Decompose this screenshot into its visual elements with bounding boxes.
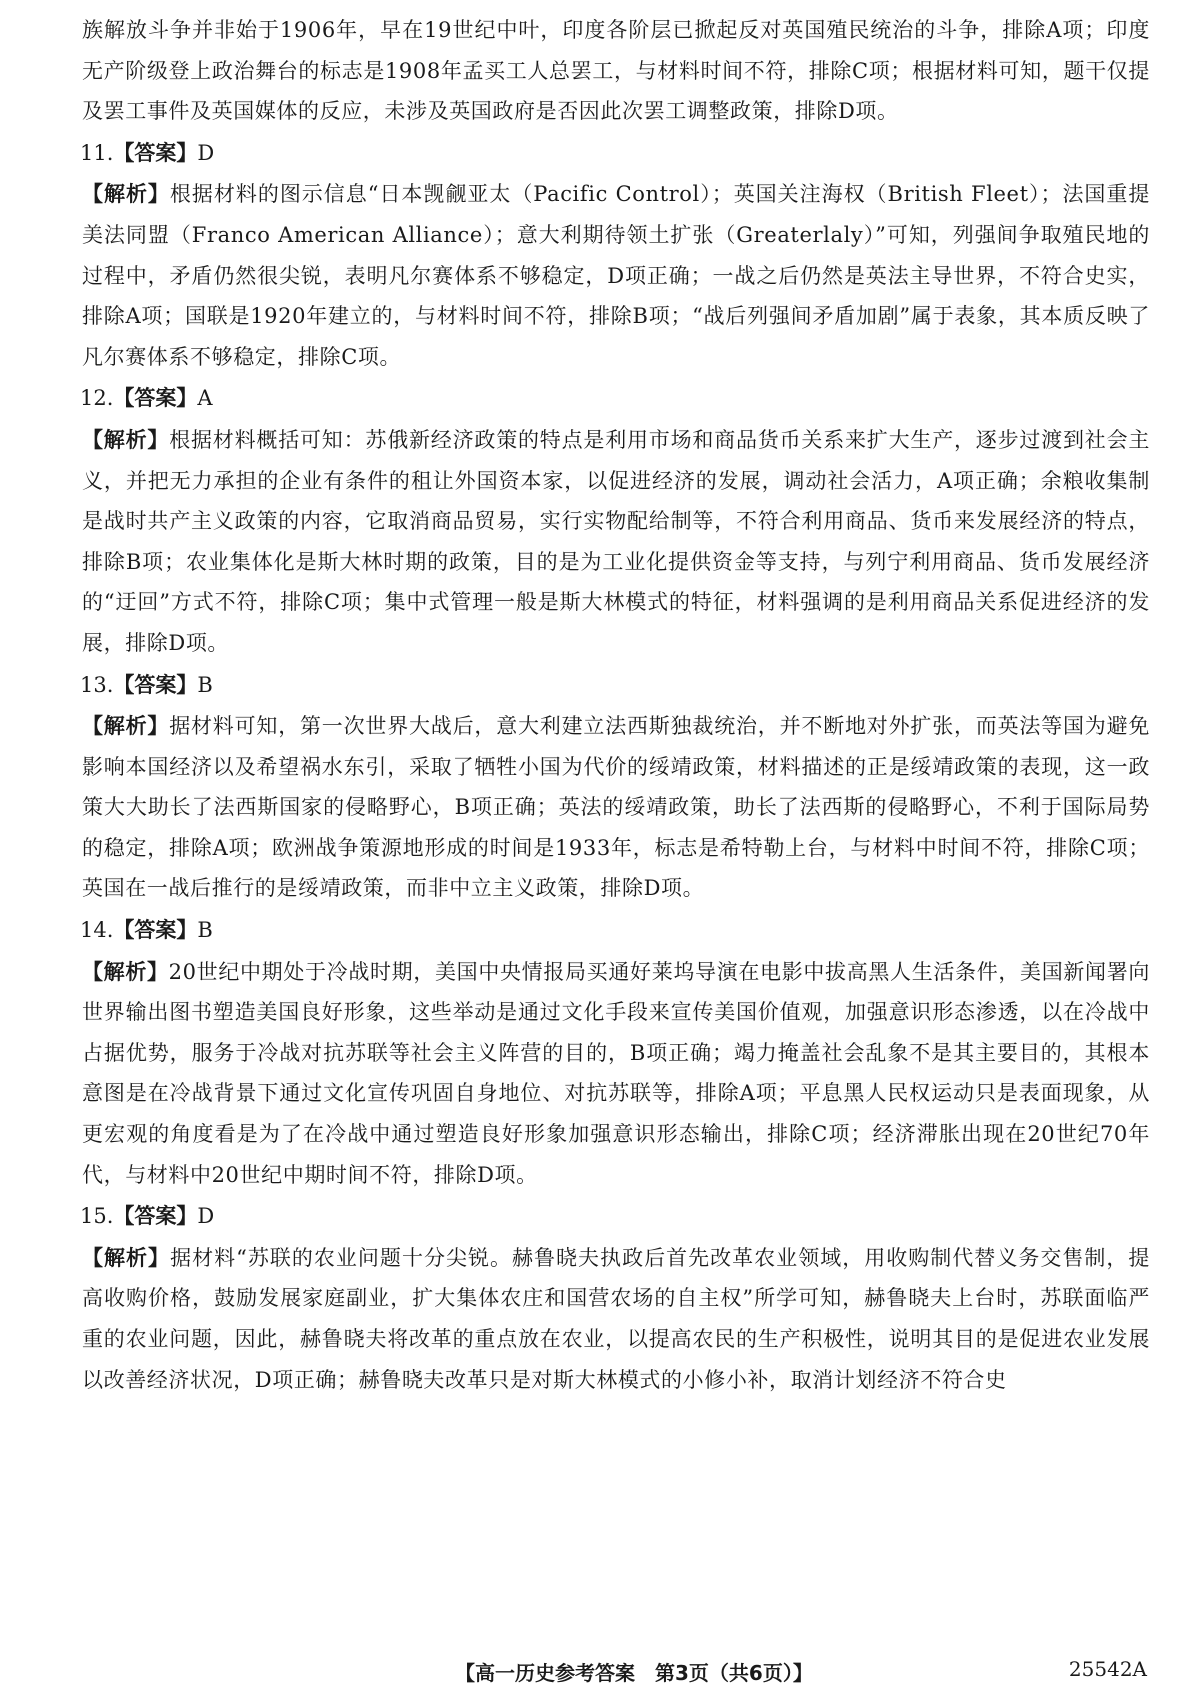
answer-line bbox=[80, 909, 1150, 952]
answer-line bbox=[80, 1195, 1150, 1238]
answer-tag: 【答案】 bbox=[113, 672, 198, 697]
answer-value: B bbox=[197, 672, 213, 697]
analysis-tag: 【解析】 bbox=[82, 182, 170, 207]
question-11 bbox=[80, 132, 1150, 378]
analysis-tag: 【解析】 bbox=[82, 959, 169, 984]
analysis-paragraph bbox=[80, 952, 1150, 1196]
question-number: 11. bbox=[80, 140, 114, 165]
answer-line bbox=[80, 664, 1150, 707]
footer-code: 25542A bbox=[1068, 1657, 1147, 1681]
analysis-text: 20世纪中期处于冷战时期，美国中央情报局买通好莱坞导演在电影中拔高黑人生活条件，美国新闻署向世界输出图书塑造美国良好形象，这些举动是通过文化手段来宣传美国价值观，加强意识形态渗透，以在冷战中占据优势，服务于冷战对抗苏联等社会主义阵营的目的，B项正确；竭力掩盖社会乱象不是其主要目的，其根本意图是在冷战背景下通过文化宣传巩固自身地位、对抗苏联等，排除A项；平息黑人民权运动只是表面现象，从更宏观的角度看是为了在冷战中通过塑造良好形象加强意识形态输出，排除C项；经济滞胀出现在20世纪70年代，与材料中20世纪中期时间不符，排除D项。 bbox=[82, 959, 1150, 1187]
answer-tag: 【答案】 bbox=[113, 918, 198, 943]
question-number: 14. bbox=[80, 918, 114, 943]
answer-value: D bbox=[197, 1204, 215, 1229]
question-number: 12. bbox=[80, 386, 114, 411]
answer-tag: 【答案】 bbox=[113, 386, 198, 411]
analysis-text: 据材料“苏联的农业问题十分尖锐。赫鲁晓夫执政后首先改革农业领域，用收购制代替义务交售制，提高收购价格，鼓励发展家庭副业，扩大集体农庄和国营农场的自主权”所学可知，赫鲁晓夫上台时，苏联面临严重的农业问题，因此，赫鲁晓夫将改革的重点放在农业，以提高农民的生产积极性，说明其目的是促进农业发展以改善经济状况，D项正确；赫鲁晓夫改革只是对斯大林模式的小修小补，取消计划经济不符合史 bbox=[82, 1245, 1150, 1392]
question-14 bbox=[80, 909, 1150, 1195]
page-footer bbox=[0, 1657, 1200, 1689]
question-number: 15. bbox=[80, 1204, 114, 1229]
answer-value: B bbox=[197, 918, 213, 943]
analysis-paragraph bbox=[80, 706, 1150, 909]
analysis-tag: 【解析】 bbox=[82, 1245, 171, 1270]
footer-title: 【高一历史参考答案 第3页（共6页）】 bbox=[455, 1661, 813, 1685]
answer-value: A bbox=[197, 386, 213, 411]
intro-paragraph: 族解放斗争并非始于1906年，早在19世纪中叶，印度各阶层已掀起反对英国殖民统治的斗争，排除A项；印度无产阶级登上政治舞台的标志是1908年孟买工人总罢工，与材料时间不符，排除C项；根据材料可知，题干仅提及罢工事件及英国媒体的反应，未涉及英国政府是否因此次罢工调整政策，排除D项。 bbox=[82, 18, 1150, 124]
answer-tag: 【答案】 bbox=[113, 1204, 198, 1229]
analysis-paragraph bbox=[80, 420, 1150, 664]
analysis-paragraph bbox=[80, 174, 1150, 377]
answer-value: D bbox=[197, 140, 215, 165]
answer-line bbox=[80, 132, 1150, 175]
question-13 bbox=[80, 664, 1150, 910]
analysis-text: 根据材料概括可知：苏俄新经济政策的特点是利用市场和商品货币关系来扩大生产，逐步过渡到社会主义，并把无力承担的企业有条件的租让外国资本家，以促进经济的发展，调动社会活力，A项正确；余粮收集制是战时共产主义政策的内容，它取消商品贸易，实行实物配给制等，不符合利用商品、货币来发展经济的特点，排除B项；农业集体化是斯大林时期的政策，目的是为工业化提供资金等支持，与列宁利用商品、货币发展经济的“迂回”方式不符，排除C项；集中式管理一般是斯大林模式的特征，材料强调的是利用商品关系促进经济的发展，排除D项。 bbox=[82, 427, 1150, 655]
analysis-tag: 【解析】 bbox=[82, 714, 170, 739]
analysis-text: 据材料可知，第一次世界大战后，意大利建立法西斯独裁统治，并不断地对外扩张，而英法等国为避免影响本国经济以及希望祸水东引，采取了牺牲小国为代价的绥靖政策，材料描述的正是绥靖政策的表现，这一政策大大助长了法西斯国家的侵略野心，B项正确；英法的绥靖政策，助长了法西斯的侵略野心，不利于国际局势的稳定，排除A项；欧洲战争策源地形成的时间是1933年，标志是希特勒上台，与材料中时间不符，排除C项；英国在一战后推行的是绥靖政策，而非中立主义政策，排除D项。 bbox=[82, 714, 1150, 901]
question-number: 13. bbox=[80, 672, 114, 697]
question-15 bbox=[80, 1195, 1150, 1400]
question-12 bbox=[80, 377, 1150, 663]
analysis-paragraph bbox=[80, 1238, 1150, 1400]
analysis-tag: 【解析】 bbox=[82, 427, 170, 452]
answer-line bbox=[80, 377, 1150, 420]
answer-tag: 【答案】 bbox=[113, 140, 198, 165]
document-page bbox=[80, 10, 1150, 1400]
analysis-text: 根据材料的图示信息“日本觊觎亚太（Pacific Control）；英国关注海权（British Fleet）；法国重提美法同盟（Franco American Alliance）；意大利期待领土扩张（Greaterlaly）”可知，列强间争取殖民地的过程中，矛盾仍然很尖锐，表明凡尔赛体系不够稳定，D项正确；一战之后仍然是英法主导世界，不符合史实，排除A项；国联是1920年建立的，与材料时间不符，排除B项；“战后列强间矛盾加剧”属于表象，其本质反映了凡尔赛体系不够稳定，排除C项。 bbox=[82, 182, 1150, 369]
